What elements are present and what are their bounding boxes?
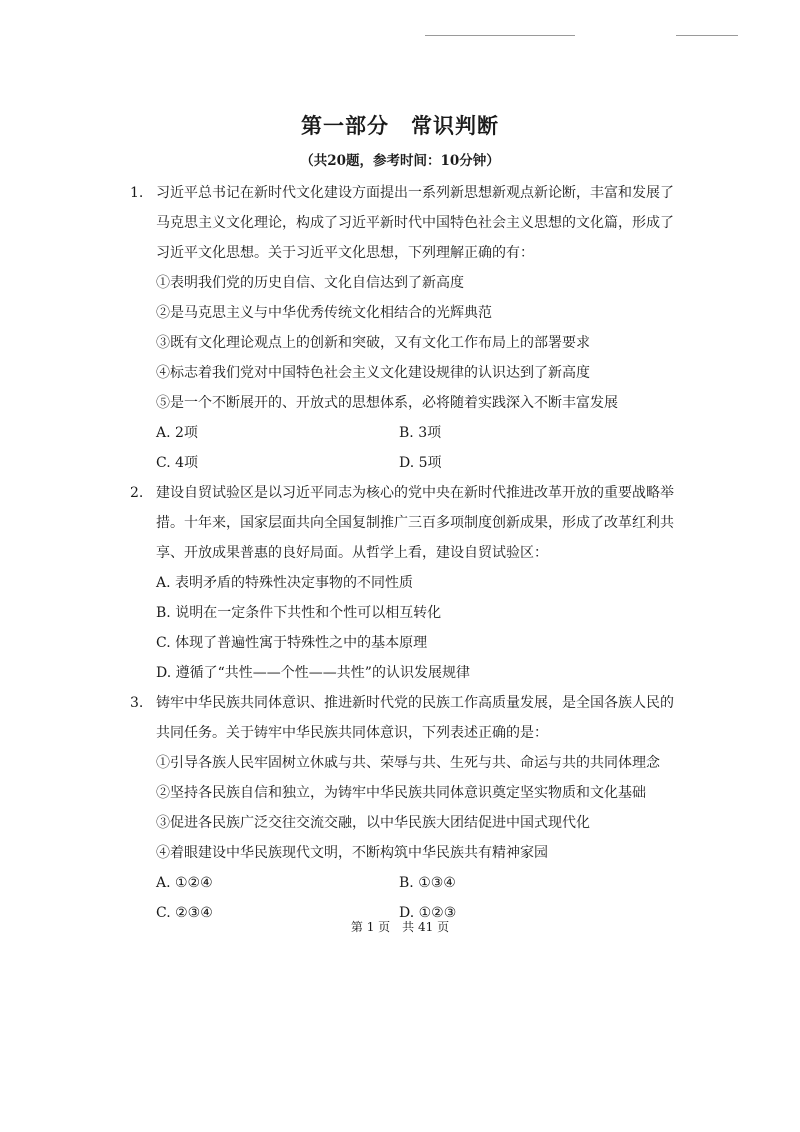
statement-item: ④着眼建设中华民族现代文明，不断构筑中华民族共有精神家园 [156,845,548,861]
option-a[interactable]: A. 2项 [156,425,198,441]
option-b[interactable]: B. ①③④ [399,875,456,891]
section-title: 第一部分 常识判断 [301,113,499,138]
statement-item: ③促进各民族广泛交往交流交融，以中华民族大团结促进中国式现代化 [156,815,590,831]
question-1 [120,178,685,478]
option-row [120,418,685,448]
page-number: 第 1 页 共 41 页 [350,920,450,934]
option-row [120,448,685,478]
option-b[interactable]: B. 说明在一定条件下共性和个性可以相互转化 [156,605,442,621]
question-number: 3. [130,695,144,711]
question-stem: 铸牢中华民族共同体意识、推进新时代党的民族工作高质量发展，是全国各族人民的共同任务。关于铸牢中华民族共同体意识，下列表述正确的是： [156,695,674,741]
option-c[interactable]: C. 体现了普遍性寓于特殊性之中的基本原理 [156,635,428,651]
option-a[interactable]: A. 表明矛盾的特殊性决定事物的不同性质 [156,575,414,591]
statement-item: ②坚持各民族自信和独立，为铸牢中华民族共同体意识奠定坚实物质和文化基础 [156,785,646,801]
option-d[interactable]: D. 遵循了“共性——个性——共性”的认识发展规律 [156,665,470,681]
question-list [120,178,685,928]
option-row [120,868,685,898]
section-subtitle: （共20题，参考时间：10分钟） [300,153,500,169]
question-stem: 习近平总书记在新时代文化建设方面提出一系列新思想新观点新论断，丰富和发展了马克思主义文化理论，构成了习近平新时代中国特色社会主义思想的文化篇，形成了习近平文化思想。关于习近平文化思想，下列理解正确的有： [156,185,674,261]
question-number: 2. [130,485,144,501]
question-2 [120,478,685,688]
option-c[interactable]: C. 4项 [156,455,199,471]
scan-line-mark [676,35,738,36]
statement-item: ①引导各族人民牢固树立休戚与共、荣辱与共、生死与共、命运与共的共同体理念 [156,755,660,771]
question-3 [120,688,685,928]
statement-item: ③既有文化理论观点上的创新和突破，又有文化工作布局上的部署要求 [156,335,590,351]
statement-item: ⑤是一个不断展开的、开放式的思想体系，必将随着实践深入不断丰富发展 [156,395,618,411]
statement-item: ④标志着我们党对中国特色社会主义文化建设规律的认识达到了新高度 [156,365,590,381]
statement-item: ②是马克思主义与中华优秀传统文化相结合的光辉典范 [156,305,492,321]
option-d[interactable]: D. ①②③ [399,905,457,921]
option-b[interactable]: B. 3项 [399,425,442,441]
option-d[interactable]: D. 5项 [399,455,442,471]
question-stem: 建设自贸试验区是以习近平同志为核心的党中央在新时代推进改革开放的重要战略举措。十年来，国家层面共向全国复制推广三百多项制度创新成果，形成了改革红利共享、开放成果普惠的良好局面。从哲学上看，建设自贸试验区： [156,485,674,561]
option-a[interactable]: A. ①②④ [156,875,213,891]
question-number: 1. [130,185,144,201]
option-c[interactable]: C. ②③④ [156,905,213,921]
scan-line-mark [425,35,575,36]
statement-item: ①表明我们党的历史自信、文化自信达到了新高度 [156,275,464,291]
